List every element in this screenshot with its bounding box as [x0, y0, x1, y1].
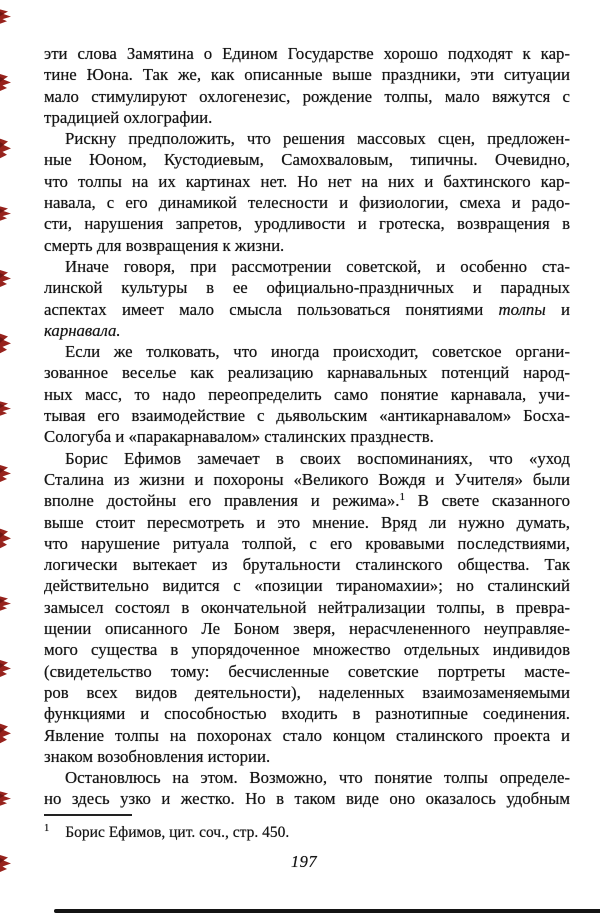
footnote-separator-rule [44, 814, 132, 816]
text-line [44, 384, 570, 405]
text-line [44, 746, 570, 767]
page-number: 197 [290, 852, 318, 871]
red-edge-mark [0, 139, 12, 160]
text-line [44, 703, 570, 724]
text-segment: ных масс, то надо переопределить само понятие карнавала, учи- [44, 384, 570, 404]
text-line [44, 107, 570, 128]
text-line [44, 171, 570, 192]
italic-term: карнавала. [44, 320, 121, 340]
text-line [44, 64, 570, 85]
text-segment: Если же толковать, что иногда происходит, советское органи- [65, 342, 570, 362]
text-line [44, 192, 570, 213]
red-edge-mark [0, 724, 12, 745]
text-segment: тывая его взаимодействие с дьявольским «антикарнавалом» Босха- [44, 406, 570, 426]
italic-term: толпы [498, 299, 546, 319]
red-edge-mark [0, 270, 12, 288]
text-segment: аспектах имеет мало смысла пользоваться понятиями [44, 299, 499, 319]
footnote-text: Борис Ефимов, цит. соч., стр. 450. [65, 824, 290, 841]
text-segment: функциями и способностью входить в разнотипные соединения. [44, 704, 570, 724]
text-line [44, 682, 570, 703]
text-segment: выше стоит пересмотреть и это мнение. Вряд ли нужно думать, [44, 512, 570, 532]
text-segment: Явление толпы на похоронах стало концом сталинского проекта и [44, 725, 570, 745]
text-segment: и [545, 299, 570, 319]
text-segment: Борис Ефимов замечает в своих воспоминаниях, что «уход [65, 448, 570, 468]
red-edge-mark [0, 791, 12, 806]
text-line [44, 490, 570, 511]
footnote [44, 822, 570, 843]
left-edge-torn-marks [0, 0, 14, 916]
text-segment: замысел состоял в окончательной нейтрализации толпы, в превра- [44, 597, 570, 617]
text-line [44, 235, 570, 256]
text-segment: мало стимулируют охлогенезис, рождение толпы, мало вяжутся с [44, 86, 570, 106]
red-edge-mark [0, 334, 12, 355]
text-line [44, 43, 570, 64]
text-line [44, 299, 570, 320]
text-line [44, 533, 570, 554]
red-edge-mark [0, 529, 12, 550]
text-segment: вполне достойны его правления и режима». [44, 491, 400, 511]
footnote-marker: 1 [44, 823, 50, 834]
text-segment: что нарушение ритуала толпой, с его кровавыми последствиями, [44, 533, 570, 553]
text-line [44, 426, 570, 447]
text-line [44, 618, 570, 639]
text-segment: ные Юоном, Кустодиевым, Самохваловым, типичны. Очевидно, [44, 150, 570, 170]
text-line [44, 128, 570, 149]
text-line [44, 725, 570, 746]
text-segment: навала, с его динамикой телесности и физиологии, смеха и радо- [44, 193, 570, 213]
text-segment: мого существа в упорядоченное множество отдельных индивидов [44, 640, 570, 660]
red-edge-mark [0, 74, 12, 92]
text-line [44, 256, 570, 277]
text-line [44, 767, 570, 788]
red-edge-mark [0, 596, 12, 611]
text-segment: Рискну предположить, что решения массовых сцен, предложен- [65, 129, 570, 149]
text-segment: но здесь узко и жестко. Но в таком виде оно оказалось удобным [44, 789, 570, 809]
text-line [44, 512, 570, 533]
text-line [44, 469, 570, 490]
text-segment: сти, нарушения запретов, уродливости и гротеска, возвращения в [44, 214, 570, 234]
text-line [44, 341, 570, 362]
text-segment: зованное веселье как реализацию карнавальных потенций народ- [44, 363, 570, 383]
text-segment: щении описанного Ле Боном зверя, нерасчлененного неуправляе- [44, 619, 570, 639]
text-segment: (свидетельство тому: бесчисленные советские портреты масте- [44, 661, 570, 681]
red-edge-mark [0, 206, 12, 221]
text-line [44, 213, 570, 234]
text-line [44, 149, 570, 170]
text-line [44, 554, 570, 575]
text-segment: В свете сказанного [404, 491, 570, 511]
footnote-reference: 1 [399, 491, 405, 504]
text-segment: Сталина из жизни и похороны «Великого Вождя и Учителя» были [44, 469, 570, 489]
text-segment: что толпы на их картинах нет. Но нет на них и бахтинского кар- [44, 171, 570, 191]
bottom-scan-edge [54, 909, 600, 913]
text-line [44, 661, 570, 682]
text-line [44, 639, 570, 660]
body-text [44, 43, 570, 810]
text-segment: тине Юона. Так же, как описанные выше праздники, эти ситуации [44, 65, 570, 85]
text-line [44, 448, 570, 469]
red-edge-mark [0, 660, 12, 678]
text-line [44, 86, 570, 107]
text-line [44, 277, 570, 298]
text-segment: Остановлюсь на этом. Возможно, что понятие толпы определе- [65, 768, 570, 788]
text-segment: знаком возобновления истории. [44, 746, 271, 766]
text-line [44, 788, 570, 809]
red-edge-mark [0, 465, 12, 483]
red-edge-mark [0, 9, 12, 24]
text-segment: эти слова Замятина о Едином Государстве хорошо подходят к кар- [44, 44, 570, 63]
text-line [44, 320, 570, 341]
text-segment: Иначе говоря, при рассмотрении советской, и особенно ста- [65, 256, 570, 276]
text-segment: ров всех видов деятельности), наделенных взаимозаменяемыми [44, 682, 570, 702]
text-segment: Сологуба и «паракарнавалом» сталинских празднеств. [44, 427, 434, 447]
red-edge-mark [0, 401, 12, 416]
text-line [44, 405, 570, 426]
text-segment: линской культуры в ее официально-праздничных и парадных [44, 278, 570, 298]
text-segment: традицией охлографии. [44, 107, 213, 127]
text-line [44, 597, 570, 618]
text-line [44, 362, 570, 383]
text-line [44, 575, 570, 596]
text-segment: смерть для возвращения к жизни. [44, 235, 285, 255]
text-segment: логически вытекает из брутальности сталинского общества. Так [44, 555, 570, 575]
text-segment: действительно видится с «позиции тираномахии»; но сталинский [44, 576, 570, 596]
